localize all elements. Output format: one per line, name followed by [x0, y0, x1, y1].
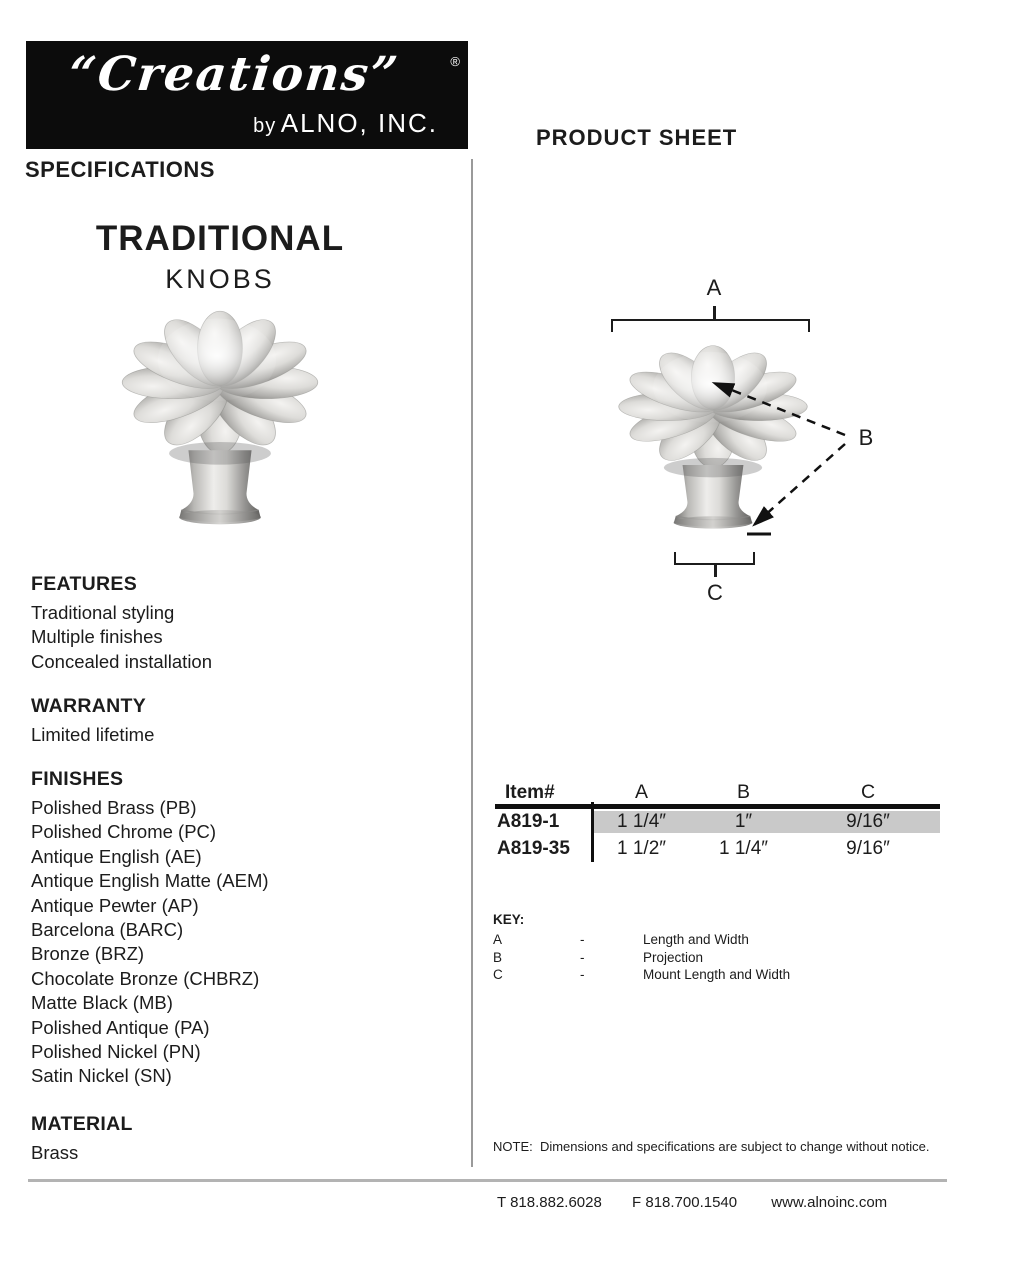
- features-section: [31, 573, 451, 674]
- dimension-b-value: 1″: [691, 811, 796, 833]
- table-row: [495, 835, 940, 863]
- key-entry: [493, 949, 933, 967]
- disclaimer-note: NOTE: Dimensions and specifications are subject to change without notice.: [493, 1139, 930, 1154]
- phone-label: T: [497, 1194, 506, 1211]
- finish-item: Antique English (AE): [31, 845, 202, 867]
- key-description: Projection: [643, 949, 704, 965]
- material-heading: MATERIAL: [31, 1113, 133, 1135]
- dimension-b-value: 1 1/4″: [719, 837, 768, 859]
- finish-item: Satin Nickel (SN): [31, 1065, 172, 1087]
- material-section: [31, 1113, 451, 1165]
- finish-item: Polished Brass (PB): [31, 797, 197, 818]
- finish-item: Matte Black (MB): [31, 992, 173, 1014]
- footer-contact: [497, 1194, 887, 1211]
- dimension-b-arrows: [690, 365, 875, 545]
- key-separator: -: [580, 967, 585, 982]
- key-separator: -: [580, 949, 585, 965]
- key-letter: A: [493, 932, 503, 947]
- key-letter: B: [493, 949, 503, 965]
- product-title: [60, 221, 380, 294]
- brand-logo: [26, 41, 468, 149]
- warranty-item: Limited lifetime: [31, 724, 155, 745]
- key-description: Mount Length and Width: [643, 967, 791, 982]
- spec-table-header-row: [495, 781, 940, 802]
- feature-item: Concealed installation: [31, 650, 213, 672]
- finish-item: Chocolate Bronze (CHBRZ): [31, 967, 260, 989]
- product-family-title: TRADITIONAL: [95, 219, 345, 258]
- dimension-a-tick: [713, 306, 716, 320]
- dimension-a-value: 1 1/4″: [592, 811, 691, 833]
- fax-label: F: [632, 1194, 642, 1211]
- dimension-label-a: A: [706, 275, 722, 300]
- dimension-c-bracket: [674, 552, 755, 565]
- finish-item: Bronze (BRZ): [31, 943, 145, 965]
- finish-item: Polished Chrome (PC): [31, 821, 217, 843]
- dimension-c-value: 9/16″: [796, 811, 940, 833]
- website-url: www.alnoinc.com: [771, 1194, 888, 1211]
- dimension-label-c: C: [707, 580, 723, 605]
- product-type-subtitle: KNOBS: [165, 264, 275, 294]
- dimension-a-bracket: [611, 319, 810, 332]
- column-header-item: Item#: [505, 782, 555, 803]
- finish-item: Barcelona (BARC): [31, 919, 184, 941]
- key-heading: KEY:: [493, 912, 525, 927]
- dimension-a-value: 1 1/2″: [617, 837, 666, 859]
- spec-table: [495, 781, 940, 863]
- dimension-c-tick: [714, 565, 717, 577]
- warranty-section: [31, 695, 451, 747]
- byline-company: ALNO, INC.: [280, 108, 438, 138]
- product-sheet-heading: PRODUCT SHEET: [536, 125, 738, 150]
- column-header-a: A: [634, 781, 648, 803]
- key-entry: [493, 931, 933, 949]
- fax-number: 818.700.1540: [645, 1194, 738, 1211]
- dimension-label-b: B: [858, 425, 874, 450]
- specifications-heading: SPECIFICATIONS: [25, 157, 215, 182]
- feature-item: Multiple finishes: [31, 626, 163, 648]
- finish-item: Polished Nickel (PN): [31, 1041, 201, 1063]
- finishes-heading: FINISHES: [31, 768, 124, 790]
- key-separator: -: [580, 932, 585, 947]
- registered-trademark-icon: ®: [450, 54, 460, 69]
- column-header-c: C: [860, 781, 876, 803]
- material-item: Brass: [31, 1142, 79, 1163]
- item-number: A819-35: [497, 837, 570, 859]
- finish-item: Antique Pewter (AP): [31, 894, 199, 916]
- finish-item: Polished Antique (PA): [31, 1016, 210, 1038]
- dimension-c-value: 9/16″: [846, 837, 890, 859]
- brand-logo-script-text: “Creations”: [66, 47, 402, 102]
- finish-item: Antique English Matte (AEM): [31, 870, 269, 892]
- byline-prefix: by: [253, 115, 277, 137]
- footer-divider-line: [28, 1179, 947, 1182]
- key-letter: C: [493, 967, 503, 982]
- warranty-heading: WARRANTY: [31, 695, 147, 717]
- table-column-divider: [591, 802, 594, 862]
- column-header-b: B: [736, 781, 750, 803]
- knob-photo-image: [108, 300, 332, 547]
- key-entry: [493, 966, 933, 984]
- feature-item: Traditional styling: [31, 602, 175, 623]
- key-description: Length and Width: [643, 932, 749, 947]
- brand-byline: [253, 108, 438, 139]
- features-heading: FEATURES: [31, 573, 138, 595]
- item-number: A819-1: [497, 810, 560, 832]
- table-row: [495, 809, 940, 835]
- phone-number: 818.882.6028: [510, 1194, 602, 1211]
- finishes-section: [31, 768, 451, 1089]
- column-divider-line: [471, 159, 473, 1167]
- product-photo-knob: [108, 300, 332, 547]
- key-section: [493, 912, 933, 984]
